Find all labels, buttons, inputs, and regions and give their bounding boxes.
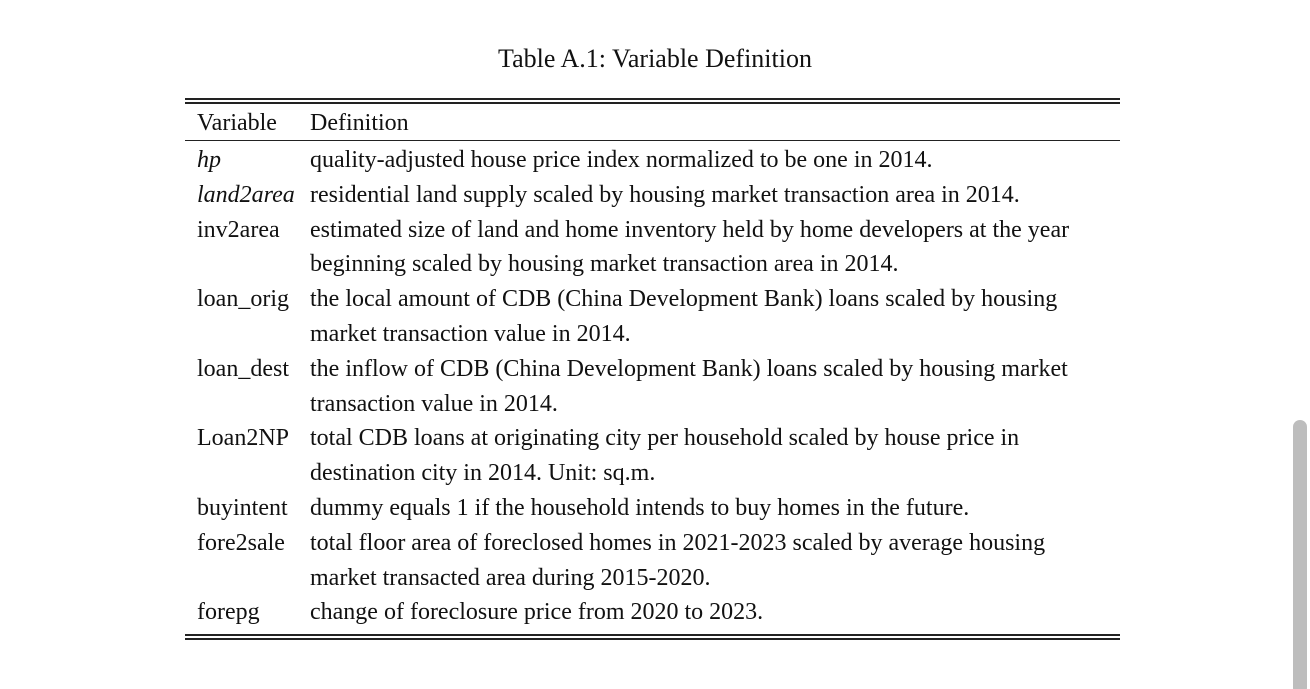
variable-name: loan_dest [197, 355, 289, 382]
variable-definition: dummy equals 1 if the household intends to buy homes in the future. [310, 494, 970, 521]
variable-definition-table [185, 98, 1120, 640]
table-row [185, 143, 1120, 178]
variable-definition: the local amount of CDB (China Development Bank) loans scaled by housing market transaction value in 2014. [310, 286, 1058, 347]
variable-name: loan_orig [197, 286, 289, 313]
table-row [185, 178, 1120, 213]
variable-name: inv2area [197, 216, 280, 243]
variable-name: forepg [197, 599, 260, 626]
table-row [185, 491, 1120, 526]
variable-name: buyintent [197, 494, 288, 521]
variable-definition: change of foreclosure price from 2020 to 2023. [310, 599, 764, 626]
variable-definition: estimated size of land and home inventory held by home developers at the year beginning scaled by housing market transaction area in 2014. [310, 216, 1070, 278]
table-row [185, 421, 1120, 491]
header-definition: Definition [310, 109, 409, 136]
variable-name: Loan2NP [197, 425, 289, 452]
variable-name: land2area [197, 181, 295, 208]
table-row [185, 526, 1120, 596]
variable-name: fore2sale [197, 529, 285, 556]
variable-name: hp [197, 147, 221, 173]
variable-definition: total floor area of foreclosed homes in 2021-2023 scaled by average housing market transacted area during 2015-2020. [310, 529, 1046, 591]
variable-definition: the inflow of CDB (China Development Bank) loans scaled by housing market transaction value in 2014. [310, 355, 1068, 417]
bottom-double-rule [185, 634, 1120, 640]
table-row [185, 213, 1120, 283]
variable-definition: total CDB loans at originating city per household scaled by house price in destination city in 2014. Unit: sq.m. [310, 425, 1020, 487]
table-row [185, 352, 1120, 422]
table-row [185, 595, 1120, 630]
scrollbar-thumb[interactable] [1293, 420, 1307, 689]
header-variable: Variable [197, 109, 277, 136]
table-header-row [185, 104, 1120, 140]
table-body [185, 141, 1120, 634]
table-row [185, 282, 1120, 352]
table-caption: Table A.1: Variable Definition [498, 44, 812, 73]
vertical-scrollbar[interactable] [1286, 0, 1310, 689]
variable-definition: quality-adjusted house price index normalized to be one in 2014. [310, 147, 933, 173]
variable-definition: residential land supply scaled by housing market transaction area in 2014. [310, 181, 1020, 208]
